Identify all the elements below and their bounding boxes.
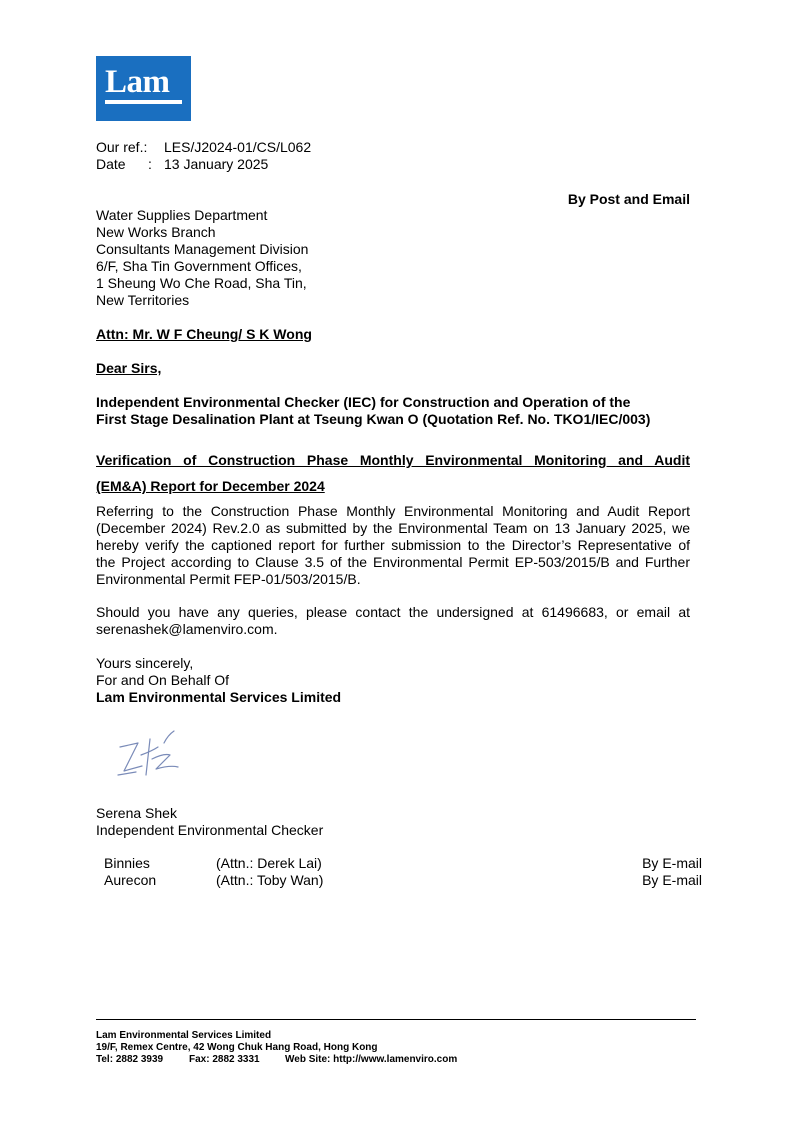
signatory-title: Independent Environmental Checker — [96, 822, 324, 838]
cc-list — [104, 855, 702, 889]
reference-line — [96, 139, 311, 156]
body-line: the Project according to Clause 3.5 of the Environmental Permit EP-503/2015/B and Further — [96, 554, 690, 570]
subject — [96, 452, 690, 495]
cc-row — [104, 855, 702, 872]
address-line: 6/F, Sha Tin Government Offices, — [96, 258, 302, 274]
subject-line: Verification of Construction Phase Monthly Environmental Monitoring and Audit — [96, 452, 690, 468]
ref-value: LES/J2024-01/CS/L062 — [164, 139, 312, 155]
cc-org: Binnies — [104, 855, 150, 871]
company-logo — [96, 56, 191, 121]
body-line: hereby verify the captioned report for further submission to the Director’s Representative of — [96, 537, 690, 553]
closing-line: Yours sincerely, — [96, 655, 194, 671]
body-paragraph-2 — [96, 604, 690, 638]
salutation: Dear Sirs, — [96, 360, 162, 376]
logo-text: Lam — [105, 64, 170, 100]
date-separator: : — [148, 156, 152, 172]
date-value: 13 January 2025 — [164, 156, 269, 172]
signatory-block — [96, 805, 323, 839]
address-line: New Territories — [96, 292, 190, 308]
footer — [96, 1030, 457, 1066]
cc-method: By E-mail — [642, 872, 702, 888]
cc-attn: (Attn.: Derek Lai) — [216, 855, 322, 871]
attention-line: Attn: Mr. W F Cheung/ S K Wong — [96, 326, 312, 342]
body-line: Referring to the Construction Phase Monthly Environmental Monitoring and Audit Report — [96, 503, 690, 519]
footer-website: Web Site: http://www.lamenviro.com — [285, 1054, 458, 1065]
footer-contacts — [96, 1054, 457, 1066]
handwritten-signature — [112, 725, 192, 783]
footer-divider — [96, 1019, 696, 1020]
body-paragraph-1 — [96, 503, 690, 588]
date-label: Date — [96, 156, 126, 172]
date-line — [96, 156, 268, 173]
cc-method: By E-mail — [642, 855, 702, 871]
recipient-address — [96, 207, 308, 309]
address-line: Water Supplies Department — [96, 207, 268, 223]
signatory-name: Serena Shek — [96, 805, 177, 821]
cc-row — [104, 872, 702, 889]
body-line: Environmental Permit FEP-01/503/2015/B. — [96, 571, 361, 587]
subject-line: (EM&A) Report for December 2024 — [96, 478, 325, 494]
closing-company: Lam Environmental Services Limited — [96, 689, 342, 705]
address-line: Consultants Management Division — [96, 241, 309, 257]
closing-block — [96, 655, 341, 706]
logo-underline — [105, 100, 182, 104]
ref-label: Our ref.: — [96, 139, 148, 155]
footer-fax: Fax: 2882 3331 — [189, 1054, 260, 1065]
body-line: Should you have any queries, please contact the undersigned at 61496683, or email at — [96, 604, 690, 620]
cc-attn: (Attn.: Toby Wan) — [216, 872, 324, 888]
delivery-method: By Post and Email — [567, 191, 690, 207]
body-line: (December 2024) Rev.2.0 as submitted by the Environmental Team on 13 January 2025, we — [96, 520, 690, 536]
closing-line: For and On Behalf Of — [96, 672, 230, 688]
body-line: serenashek@lamenviro.com. — [96, 621, 278, 637]
cc-org: Aurecon — [104, 872, 157, 888]
project-title-line: Independent Environmental Checker (IEC) for Construction and Operation of the — [96, 394, 631, 410]
footer-company: Lam Environmental Services Limited — [96, 1030, 272, 1041]
project-title-line: First Stage Desalination Plant at Tseung Kwan O (Quotation Ref. No. TKO1/IEC/003) — [96, 411, 651, 427]
footer-address: 19/F, Remex Centre, 42 Wong Chuk Hang Road, Hong Kong — [96, 1042, 378, 1053]
address-line: 1 Sheung Wo Che Road, Sha Tin, — [96, 275, 307, 291]
address-line: New Works Branch — [96, 224, 216, 240]
footer-tel: Tel: 2882 3939 — [96, 1054, 164, 1065]
project-title — [96, 394, 650, 428]
